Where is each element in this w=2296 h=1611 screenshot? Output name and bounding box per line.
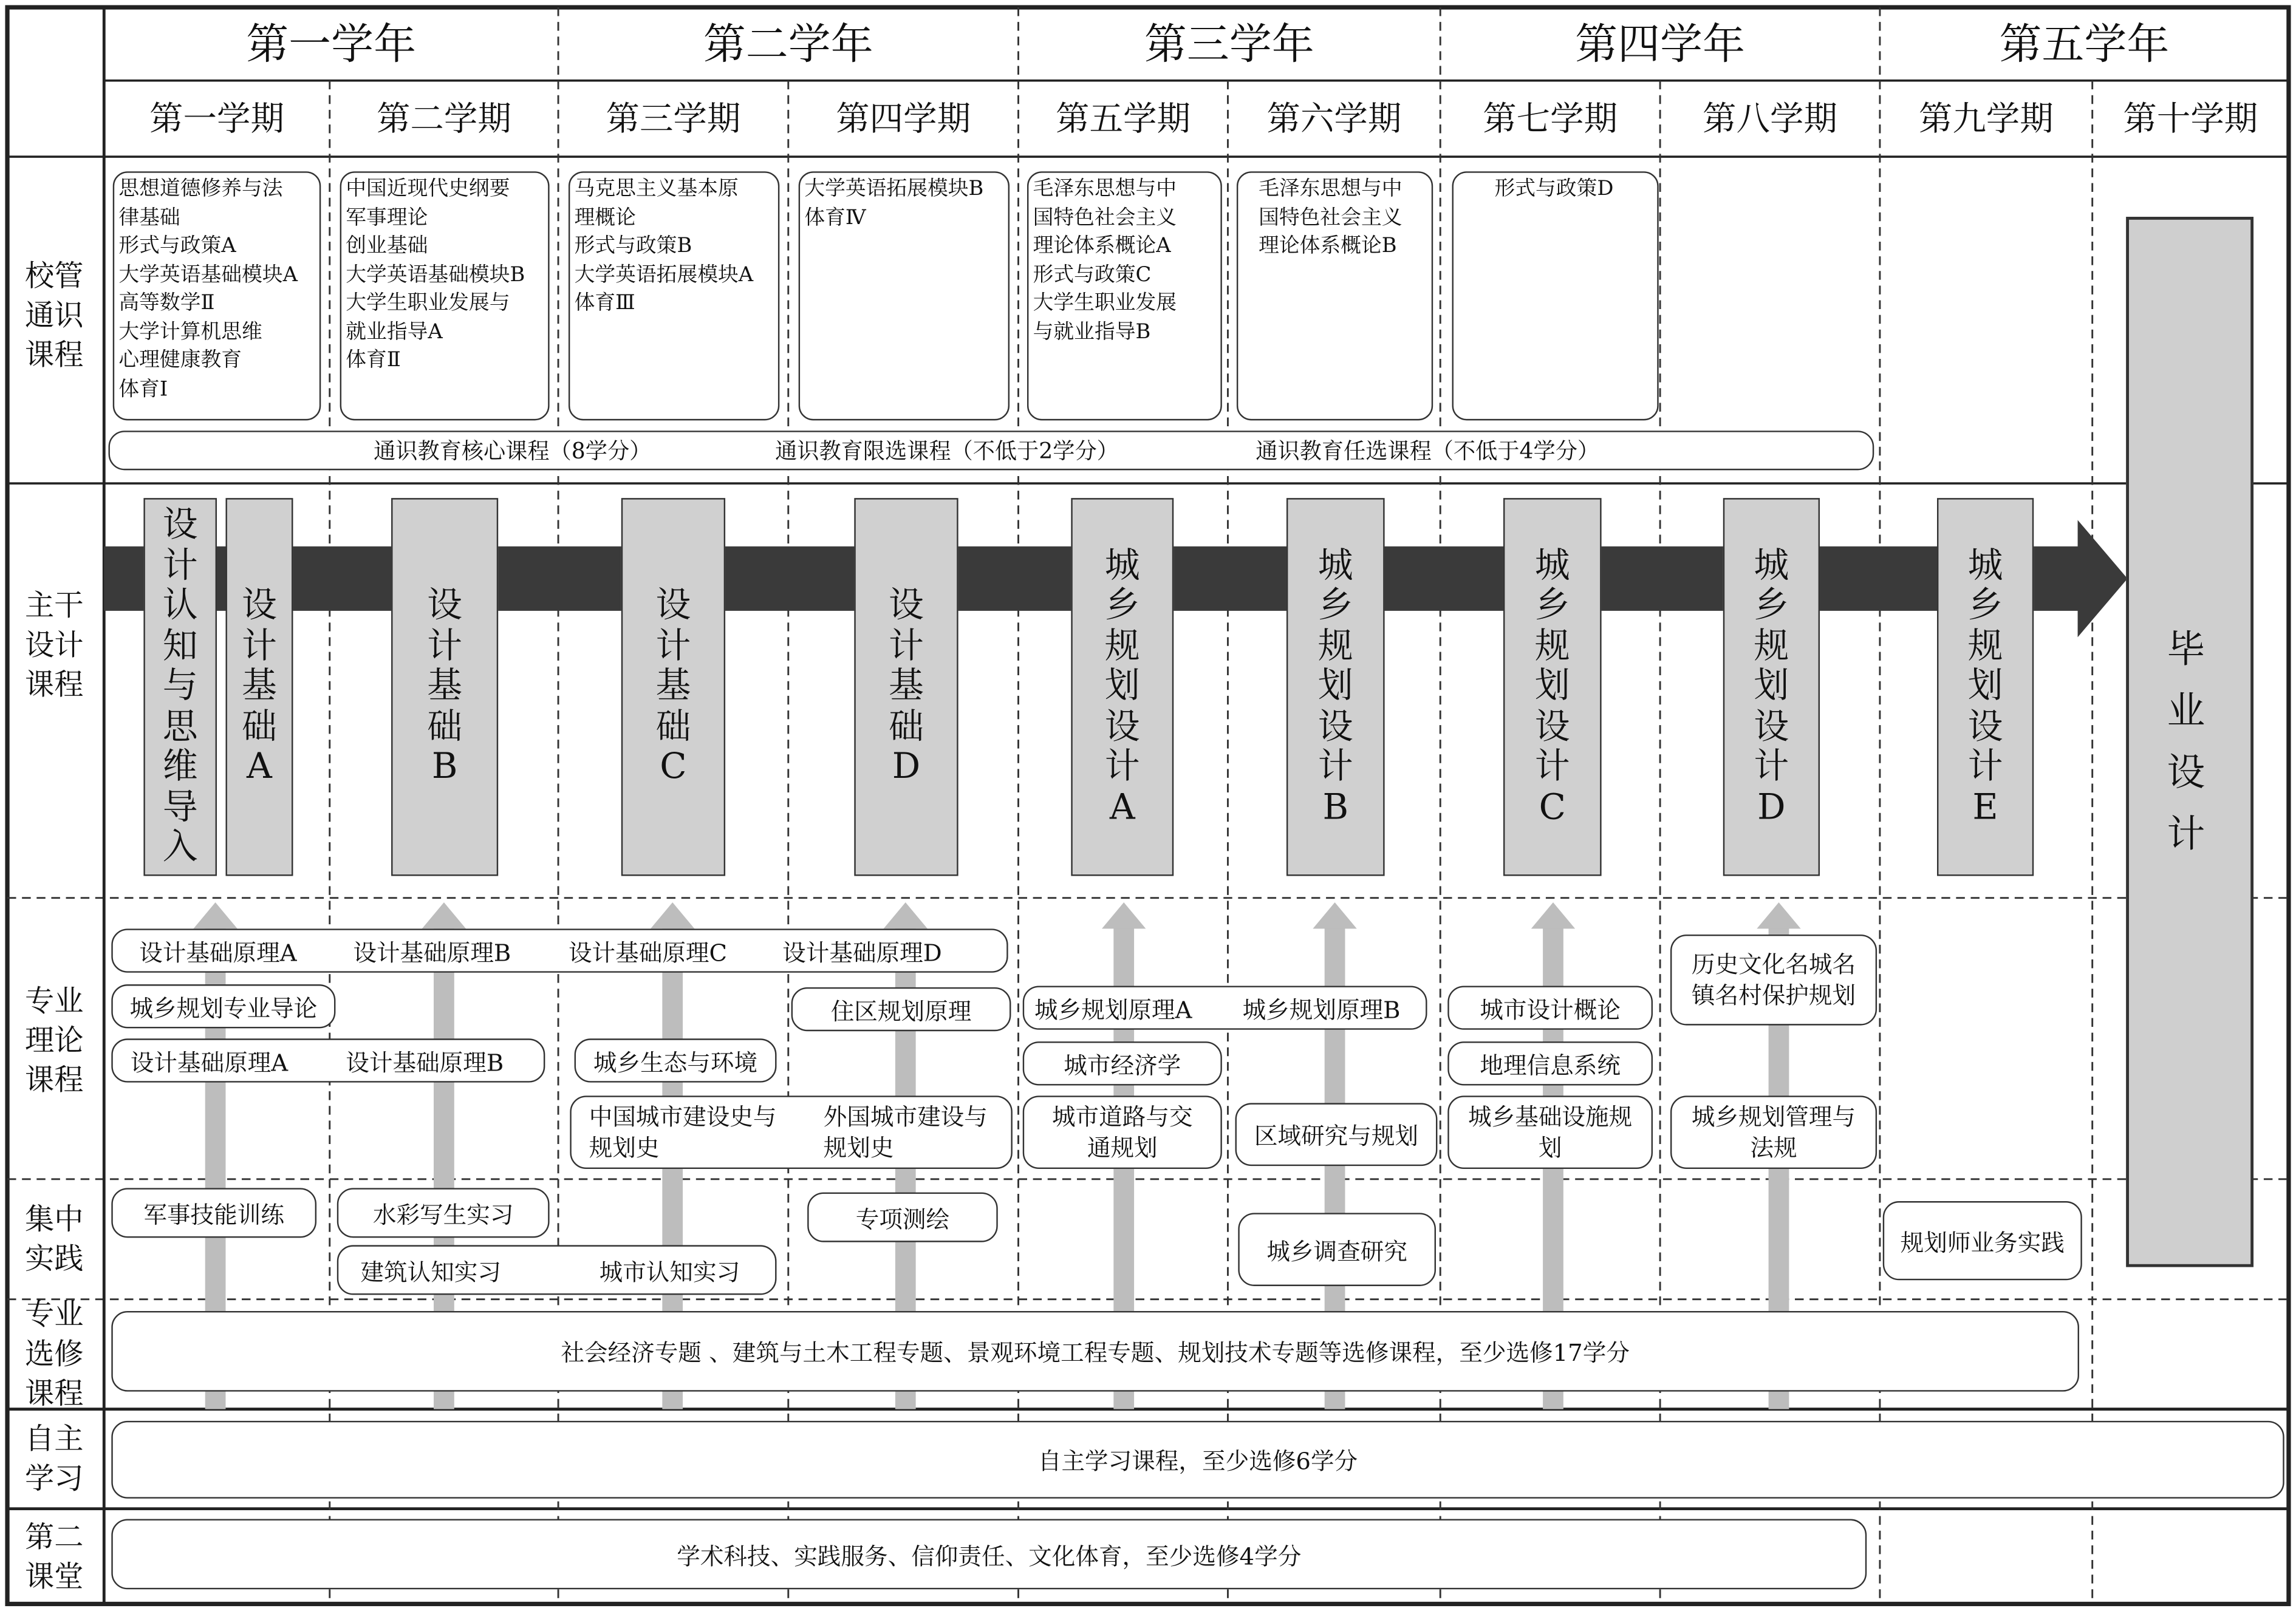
course-infrastructure-planning: 城乡基础设施规划 [1447,1095,1653,1169]
planning-principles-row: 城乡规划原理A 城乡规划原理B [1023,986,1427,1029]
general-courses-s6: 毛泽东思想与中 国特色社会主义 理论体系概论B [1237,171,1433,420]
design-course-cognition: 设计认知与思维导入 [143,498,217,876]
general-courses-s4: 大学英语拓展模块B 体育Ⅳ [799,171,1010,420]
semester-6-header: 第六学期 [1266,101,1402,140]
practice-cognition-row: 建筑认知实习 城市认知实习 [337,1245,777,1295]
second-class-bar: 学术科技、实践服务、信仰责任、文化体育，至少选修4学分 [111,1519,1867,1590]
design-course-planning-d: 城乡规划设计D [1723,498,1820,876]
course-eco-environment: 城乡生态与环境 [575,1038,777,1082]
course-urban-roads: 城市道路与交通规划 [1023,1095,1222,1169]
design-course-basics-b: 设计基础B [391,498,498,876]
semester-9-header: 第九学期 [1918,101,2054,140]
course-urban-design-intro: 城市设计概论 [1447,986,1653,1029]
row-label-second-class: 第二课堂 [25,1519,84,1594]
design-course-planning-c: 城乡规划设计C [1503,498,1602,876]
design-principles-bottom-row: 设计基础原理A 设计基础原理B [111,1038,545,1082]
general-courses-s7: 形式与政策D [1452,171,1659,420]
course-residential-planning: 住区规划原理 [791,987,1011,1031]
practice-military-training: 军事技能训练 [111,1188,316,1238]
general-courses-s5: 毛泽东思想与中 国特色社会主义 理论体系概论A 形式与政策C 大学生职业发展 与就业指导B [1027,171,1222,420]
year-5-header: 第五学年 [1999,19,2170,69]
design-course-planning-e: 城乡规划设计E [1937,498,2034,876]
row-label-general: 校管通识课程 [25,257,84,372]
row-label-self-study: 自主学习 [25,1420,84,1496]
practice-investigation: 城乡调查研究 [1238,1213,1436,1286]
course-gis: 地理信息系统 [1447,1041,1653,1085]
semester-2-header: 第二学期 [376,101,511,140]
practice-planner: 规划师业务实践 [1883,1201,2082,1280]
history-courses: 中国城市建设史与规划史 外国城市建设与规划史 [570,1095,1012,1169]
semester-1-header: 第一学期 [149,101,284,140]
course-urban-economics: 城市经济学 [1023,1041,1222,1085]
general-education-credits-bar: 通识教育核心课程（8学分） 通识教育限选课程（不低于2学分） 通识教育任选课程（不低于4学分） [109,431,1874,470]
practice-survey: 专项测绘 [807,1193,998,1242]
semester-4-header: 第四学期 [836,101,971,140]
row-label-practice: 集中实践 [25,1201,84,1276]
self-study-bar: 自主学习课程，至少选修6学分 [111,1421,2284,1499]
year-3-header: 第三学年 [1144,19,1314,69]
design-principles-top-row: 设计基础原理A 设计基础原理B 设计基础原理C 设计基础原理D [111,928,1008,972]
elective-courses-bar: 社会经济专题 、建筑与土木工程专题、景观环境工程专题、规划技术专题等选修课程，至少选修17学分 [111,1311,2079,1392]
design-course-planning-a: 城乡规划设计A [1071,498,1174,876]
row-label-theory: 专业理论课程 [25,982,84,1097]
row-label-elective: 专业选修课程 [25,1295,84,1410]
course-planning-management: 城乡规划管理与法规 [1670,1095,1877,1169]
general-courses-s3: 马克思主义基本原 理概论 形式与政策B 大学英语拓展模块A 体育Ⅲ [569,171,779,420]
graduation-design-bar: 毕业设计 [2126,217,2253,1267]
general-courses-s1: 思想道德修养与法 律基础 形式与政策A 大学英语基础模块A 高等数学Ⅱ 大学计算机思维 心理健康教育 体育Ⅰ [113,171,321,420]
row-label-core-design: 主干设计课程 [25,587,84,701]
course-regional-planning: 区域研究与规划 [1235,1103,1438,1166]
semester-3-header: 第三学期 [606,101,741,140]
design-course-basics-a: 设计基础A [225,498,293,876]
semester-7-header: 第七学期 [1483,101,1618,140]
general-courses-s2: 中国近现代史纲要 军事理论 创业基础 大学英语基础模块B 大学生职业发展与 就业指导A 体育Ⅱ [340,171,550,420]
semester-5-header: 第五学期 [1056,101,1191,140]
year-1-header: 第一学年 [246,19,417,69]
semester-8-header: 第八学期 [1703,101,1837,140]
year-4-header: 第四学年 [1575,19,1745,69]
design-course-planning-b: 城乡规划设计B [1286,498,1385,876]
course-planning-intro: 城乡规划专业导论 [111,984,335,1028]
course-heritage-protection: 历史文化名城名镇名村保护规划 [1670,935,1877,1026]
year-2-header: 第二学年 [703,19,873,69]
design-course-basics-d: 设计基础D [854,498,958,876]
practice-watercolor: 水彩写生实习 [337,1188,550,1238]
design-course-basics-c: 设计基础C [621,498,725,876]
semester-10-header: 第十学期 [2123,101,2258,140]
